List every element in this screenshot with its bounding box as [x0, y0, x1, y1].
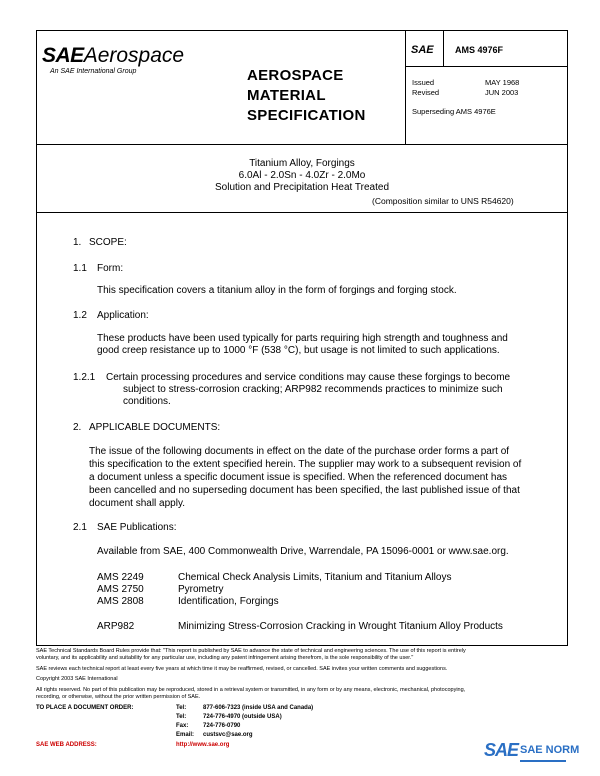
- email-value: custsvc@sae.org: [203, 732, 253, 738]
- ref-title: Pyrometry: [178, 584, 224, 595]
- issued-label: Issued: [412, 78, 435, 87]
- footer-rights-line-1: All rights reserved. No part of this publication may be reproduced, stored in a retrieval system or transmitted, in any form or by any means, electronic, mechanical, photocopying,: [36, 687, 466, 693]
- section-1-number: 1.: [73, 237, 82, 248]
- ref-title: Identification, Forgings: [178, 596, 279, 607]
- logo-subtitle: An SAE International Group: [50, 68, 137, 75]
- fax-value: 724-776-0790: [203, 723, 241, 729]
- footer-review: SAE reviews each technical report at least every five years at which time it may be reaffirmed, revised, or cancelled. SAE invites your written comments and suggestions.: [36, 666, 448, 672]
- footer-rules-line-2: voluntary, and its applicability and suitability for any particular use, including any patent infringement arising therefrom, is the sole responsibility of the user.": [36, 655, 414, 661]
- sae-aerospace-logo: [42, 44, 184, 68]
- watermark-text: SAE NORM: [520, 744, 580, 756]
- logo-aero-text: Aerospace: [83, 44, 185, 67]
- revised-date: JUN 2003: [485, 88, 519, 97]
- ref-code: ARP982: [97, 621, 135, 632]
- section-1-2-number: 1.2: [73, 310, 87, 321]
- section-2-1-title: SAE Publications:: [97, 522, 177, 533]
- ref-title: Chemical Check Analysis Limits, Titanium and Titanium Alloys: [178, 572, 452, 583]
- superseding-note: Superseding AMS 4976E: [412, 107, 496, 116]
- issued-date: MAY 1968: [485, 78, 520, 87]
- tel1-value: 877-606-7323 (inside USA and Canada): [203, 705, 314, 711]
- section-1-2-1-text-line-1: Certain processing procedures and service conditions may cause these forgings to become: [106, 372, 511, 383]
- logo-sae-text: SAE: [42, 44, 84, 67]
- section-2-text-line-1: The issue of the following documents in effect on the date of the purchase order forms a part of: [89, 446, 510, 457]
- footer-rights-line-2: recording, or otherwise, without the prior written permission of SAE.: [36, 694, 201, 700]
- section-2-1-number: 2.1: [73, 522, 87, 533]
- title-line-2: MATERIAL: [247, 87, 326, 104]
- revised-label: Revised: [412, 88, 440, 97]
- fax-label: Fax:: [176, 723, 189, 729]
- section-2-text-line-3: a document unless a specific document issue is specified. When the referenced document has: [89, 472, 508, 483]
- section-2-title: APPLICABLE DOCUMENTS:: [89, 422, 221, 433]
- web-value[interactable]: http://www.sae.org: [176, 742, 230, 748]
- watermark-logo-icon: SAE: [484, 740, 519, 760]
- footer-copyright: Copyright 2003 SAE International: [36, 676, 118, 682]
- section-2-text-line-4: been cancelled and no superseding document has been specified, the last published issue of that: [89, 485, 520, 496]
- email-label: Email:: [176, 732, 195, 738]
- section-2-text-line-2: this specification to the extent specified herein. The supplier may work to a subsequent revision of: [89, 459, 522, 470]
- document-type-title: [247, 66, 366, 126]
- tel2-value: 724-776-4970 (outside USA): [203, 714, 282, 720]
- subject-line-2: 6.0Al - 2.0Sn - 4.0Zr - 2.0Mo: [238, 170, 366, 181]
- section-1-1-title: Form:: [97, 263, 124, 274]
- subject-line-1: Titanium Alloy, Forgings: [249, 158, 355, 169]
- title-line-3: SPECIFICATION: [247, 107, 366, 124]
- ref-code: AMS 2750: [97, 584, 144, 595]
- section-1-2-1-text-line-2: subject to stress-corrosion cracking; ARP982 recommends practices to minimize such: [123, 384, 503, 395]
- subject-line-3: Solution and Precipitation Heat Treated: [215, 182, 389, 193]
- section-2-1-text: Available from SAE, 400 Commonwealth Drive, Warrendale, PA 15096-0001 or www.sae.org.: [97, 546, 509, 557]
- sae-small-logo: SAE: [411, 44, 434, 56]
- section-1-2-title: Application:: [97, 310, 149, 321]
- doc-number: AMS 4976F: [455, 45, 504, 55]
- ref-code: AMS 2808: [97, 596, 144, 607]
- section-1-1-text: This specification covers a titanium alloy in the form of forgings and forging stock.: [97, 285, 457, 296]
- footer-rules-line-1: SAE Technical Standards Board Rules provide that: "This report is published by SAE to advance the state of technical and engineering sciences. The use of this report is entirely: [36, 648, 466, 654]
- section-1-1-number: 1.1: [73, 263, 87, 274]
- section-1-2-text-line-2: good creep resistance up to 1000 °F (538 °C), but usage is not limited to such applications.: [97, 345, 500, 356]
- tel1-label: Tel:: [176, 705, 187, 711]
- web-label: SAE WEB ADDRESS:: [36, 742, 97, 748]
- ref-title: Minimizing Stress-Corrosion Cracking in Wrought Titanium Alloy Products: [178, 621, 503, 632]
- section-1-title: SCOPE:: [89, 237, 127, 248]
- composition-note: (Composition similar to UNS R54620): [372, 196, 514, 206]
- section-1-2-text-line-1: These products have been used typically for parts requiring high strength and toughness and: [97, 333, 508, 344]
- section-2-text-line-5: document shall apply.: [89, 498, 185, 509]
- watermark-underline: [520, 760, 566, 762]
- ref-code: AMS 2249: [97, 572, 144, 583]
- section-1-2-1-number: 1.2.1: [73, 372, 96, 383]
- section-2-number: 2.: [73, 422, 82, 433]
- sae-norm-watermark: [484, 740, 580, 768]
- order-label: TO PLACE A DOCUMENT ORDER:: [36, 705, 134, 711]
- section-1-2-1-text-line-3: conditions.: [123, 396, 171, 407]
- tel2-label: Tel:: [176, 714, 187, 720]
- title-line-1: AEROSPACE: [247, 67, 344, 84]
